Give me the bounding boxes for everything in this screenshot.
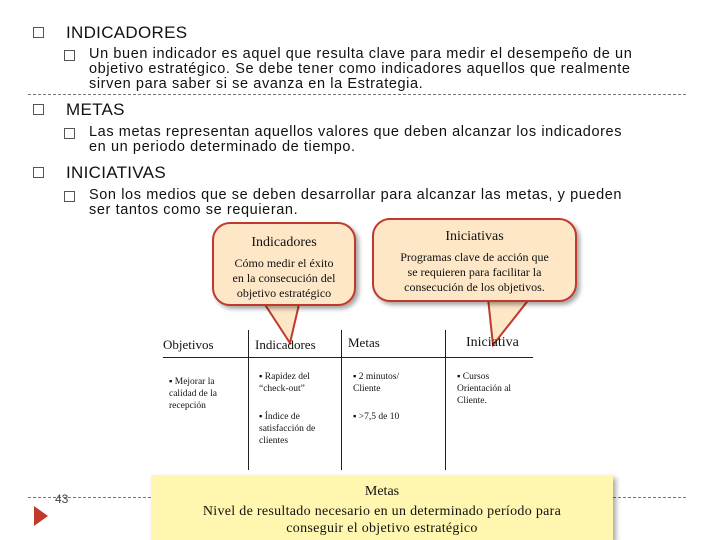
text-line: “check-out” — [259, 384, 305, 394]
strategy-table — [155, 330, 545, 470]
text-line: calidad de la — [169, 389, 218, 399]
text-line: ▪ Índice de — [259, 412, 300, 422]
table-cell-iniciativa — [457, 371, 511, 407]
metas-note-text — [151, 503, 613, 537]
text-line: Orientación al — [457, 384, 512, 394]
section-title-indicadores: INDICADORES — [66, 23, 188, 42]
section-title-iniciativas: INICIATIVAS — [66, 163, 166, 182]
callout-indicadores — [212, 222, 356, 306]
text-line: ▪ 2 minutos/ — [353, 372, 400, 382]
text-line: Nivel de resultado necesario en un determinado período para — [202, 504, 562, 519]
text-line: Las metas representan aquellos valores que deben alcanzar los indicadores — [89, 124, 623, 140]
text-line: ▪ Rapidez del — [259, 372, 310, 382]
text-line: consecución de los objetivos. — [404, 280, 545, 294]
text-line: ▪ >7,5 de 10 — [353, 412, 400, 422]
text-line: ser tantos como se requieran. — [89, 202, 299, 218]
metas-note-title: Metas — [364, 484, 400, 499]
text-line: Cliente. — [457, 396, 487, 406]
callout-iniciativas-text — [374, 250, 575, 295]
table-column-divider — [445, 330, 446, 470]
text-line: Cliente — [353, 384, 381, 394]
metas-note — [151, 475, 613, 540]
text-line: Son los medios que se deben desarrollar para alcanzar las metas, y pueden — [89, 187, 623, 203]
text-line: objetivo estratégico — [236, 286, 332, 300]
table-cell-indicador — [259, 411, 315, 447]
text-line: objetivo estratégico. Se debe tener como indicadores aquellos que realmente — [89, 61, 631, 77]
text-line: conseguir el objetivo estratégico — [286, 521, 478, 536]
table-header-iniciativa: Iniciativa — [466, 335, 519, 350]
table-cell-meta — [353, 411, 399, 423]
callout-iniciativas — [372, 218, 577, 302]
triangle-marker-icon — [34, 506, 48, 526]
text-line: sirven para saber si se avanza en la Estrategia. — [89, 76, 424, 92]
text-line: ▪ Cursos — [457, 372, 490, 382]
text-line: Programas clave de acción que — [400, 250, 549, 264]
text-line: recepción — [169, 401, 206, 411]
table-header-objetivos: Objetivos — [163, 337, 214, 352]
text-line: Un buen indicador es aquel que resulta clave para medir el desempeño de un — [89, 46, 633, 62]
text-line: ▪ Mejorar la — [169, 377, 215, 387]
table-cell-objetivo — [169, 376, 217, 412]
table-cell-indicador — [259, 371, 310, 395]
text-line: se requieren para facilitar la — [407, 265, 542, 279]
text-line: clientes — [259, 436, 289, 446]
table-column-divider — [248, 330, 249, 470]
table-header-metas: Metas — [348, 335, 380, 350]
table-header-indicadores: Indicadores — [255, 337, 316, 352]
section-title-metas: METAS — [66, 100, 125, 119]
page-number: 43 — [55, 492, 69, 506]
callout-indicadores-text — [214, 256, 354, 301]
text-line: en un periodo determinado de tiempo. — [89, 139, 356, 155]
text-line: en la consecución del — [232, 271, 336, 285]
table-column-divider — [341, 330, 342, 470]
table-cell-meta — [353, 371, 399, 395]
callout-indicadores-title: Indicadores — [251, 235, 317, 250]
text-line: Cómo medir el éxito — [234, 256, 334, 270]
callout-iniciativas-title: Iniciativas — [445, 229, 504, 244]
table-header-divider — [163, 357, 533, 358]
text-line: satisfacción de — [259, 424, 316, 434]
